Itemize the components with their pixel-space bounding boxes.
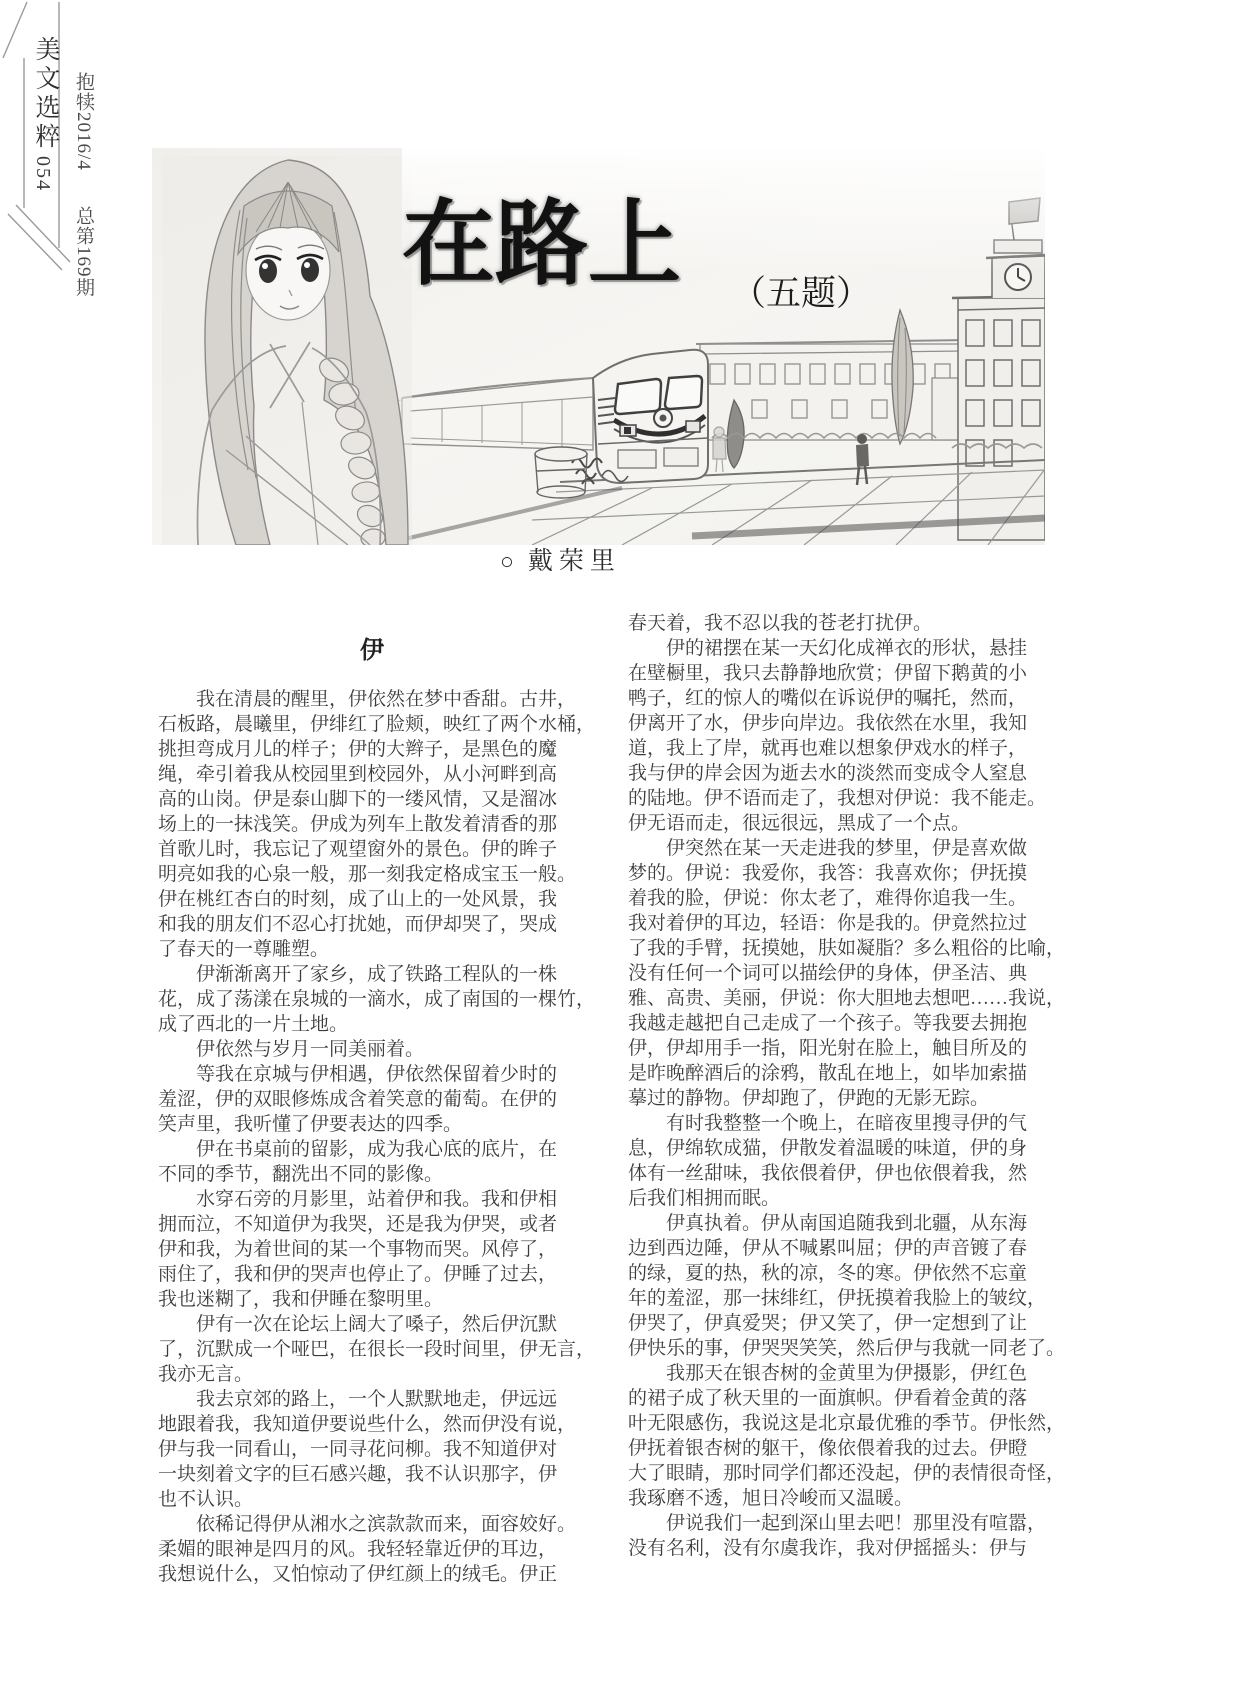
text-line: 我也迷糊了，我和伊睡在黎明里。 [158, 1289, 444, 1310]
left-text-column [158, 687, 596, 1587]
text-line: 春天着，我不忍以我的苍老打扰伊。 [628, 613, 933, 634]
text-line: 场上的一抹浅笑。伊成为列车上散发着清香的那 [158, 814, 558, 835]
text-line: 伊真执着。伊从南国追随我到北疆，从东海 [628, 1213, 1028, 1234]
text-line: 等我在京城与伊相遇，伊依然保留着少时的 [158, 1064, 558, 1085]
edition-label: 美文选粹 [32, 36, 59, 152]
text-line: 水穿石旁的月影里，站着伊和我。我和伊相 [158, 1189, 558, 1210]
text-line: 伊渐渐离开了家乡，成了铁路工程队的一株 [158, 964, 558, 985]
page-number: 054 [32, 156, 54, 192]
author-marker-icon: ○ [500, 549, 514, 574]
text-line: 雨住了，我和伊的哭声也停止了。伊睡了过去， [158, 1264, 558, 1285]
text-line: 摹过的静物。伊却跑了，伊跑的无影无踪。 [628, 1088, 990, 1109]
issue-number: 总第169期 [73, 206, 94, 298]
text-line: 伊和我，为着世间的某一个事物而哭。风停了， [158, 1239, 558, 1260]
text-line: 伊的裙摆在某一天幻化成禅衣的形状，悬挂 [628, 638, 1028, 659]
text-line: 依稀记得伊从湘水之滨款款而来，面容姣好。 [158, 1514, 577, 1535]
text-line: 也不认识。 [158, 1489, 254, 1510]
text-line: 伊抚着银杏树的躯干，像依偎着我的过去。伊瞪 [628, 1438, 1028, 1459]
text-line: 鸭子，红的惊人的嘴似在诉说伊的嘱托，然而， [628, 688, 1028, 709]
text-line: 我想说什么，又怕惊动了伊红颜上的绒毛。伊正 [158, 1564, 558, 1585]
text-line: 有时我整整一个晚上，在暗夜里搜寻伊的气 [628, 1113, 1028, 1134]
text-line: 伊在书桌前的留影，成为我心底的底片，在 [158, 1139, 558, 1160]
text-line: 不同的季节，翻洗出不同的影像。 [158, 1164, 444, 1185]
text-line: 我亦无言。 [158, 1364, 254, 1385]
text-line: 着我的脸，伊说：你太老了，难得你追我一生。 [628, 888, 1028, 909]
text-line: 雅、高贵、美丽，伊说：你大胆地去想吧……我说， [628, 988, 1066, 1009]
text-line: 息，伊绵软成猫，伊散发着温暖的味道，伊的身 [628, 1138, 1028, 1159]
text-line: 了春天的一尊雕塑。 [158, 939, 330, 960]
text-line: 大了眼睛，那时同学们都还没起，伊的表情很奇怪， [628, 1463, 1066, 1484]
section-title: 伊 [360, 638, 386, 664]
text-line: 我对着伊的耳边，轻语：你是我的。伊竟然拉过 [628, 913, 1028, 934]
author-line [500, 541, 621, 577]
text-line: 伊有一次在论坛上阔大了嗓子，然后伊沉默 [158, 1314, 558, 1335]
text-line: 没有名利，没有尔虞我诈，我对伊摇摇头：伊与 [628, 1538, 1028, 1559]
text-line: 年的羞涩，那一抹绯红，伊抚摸着我脸上的皱纹， [628, 1288, 1047, 1309]
text-line: 伊无语而走，很远很远，黑成了一个点。 [628, 813, 971, 834]
article-subtitle: （五题） [731, 274, 872, 314]
text-line: 绳，牵引着我从校园里到校园外，从小河畔到高 [158, 764, 558, 785]
text-line: 伊在桃红杏白的时刻，成了山上的一处风景，我 [158, 889, 558, 910]
text-line: 花，成了荡漾在泉城的一滴水，成了南国的一棵竹， [158, 989, 596, 1010]
text-line: 伊与我一同看山，一同寻花问柳。我不知道伊对 [158, 1439, 558, 1460]
text-line: 了，沉默成一个哑巴，在很长一段时间里，伊无言， [158, 1339, 596, 1360]
text-line: 明亮如我的心泉一般，那一刻我定格成宝玉一般。 [158, 864, 577, 885]
text-line: 是昨晚醉酒后的涂鸦，散乱在地上，如毕加索描 [628, 1063, 1028, 1084]
text-line: 笑声里，我听懂了伊要表达的四季。 [158, 1114, 463, 1135]
text-line: 的陆地。伊不语而走了，我想对伊说：我不能走。 [628, 788, 1047, 809]
text-line: 首歌儿时，我忘记了观望窗外的景色。伊的眸子 [158, 839, 558, 860]
text-line: 的绿，夏的热，秋的凉，冬的寒。伊依然不忘童 [628, 1263, 1028, 1284]
girl-sketch [162, 156, 412, 545]
text-line: 没有任何一个词可以描绘伊的身体，伊圣洁、典 [628, 963, 1028, 984]
text-line: 我与伊的岸会因为逝去水的淡然而变成令人窒息 [628, 763, 1028, 784]
text-line: 的裙子成了秋天里的一面旗帜。伊看着金黄的落 [628, 1388, 1028, 1409]
text-line: 道，我上了岸，就再也难以想象伊戏水的样子， [628, 738, 1028, 759]
text-line: 我去京郊的路上，一个人默默地走，伊远远 [158, 1389, 558, 1410]
text-line: 挑担弯成月儿的样子；伊的大辫子，是黑色的魔 [158, 739, 558, 760]
text-line: 后我们相拥而眠。 [628, 1188, 781, 1209]
article-title: 在路上 [402, 190, 681, 298]
text-line: 伊，伊却用手一指，阳光射在脸上，触目所及的 [628, 1038, 1028, 1059]
text-line: 梦的。伊说：我爱你，我答：我喜欢你；伊抚摸 [628, 863, 1028, 884]
text-line: 地跟着我，我知道伊要说些什么，然而伊没有说， [158, 1414, 577, 1435]
text-line: 我越走越把自己走成了一个孩子。等我要去拥抱 [628, 1013, 1028, 1034]
author-name: 戴荣里 [527, 548, 621, 575]
text-line: 成了西北的一片土地。 [158, 1014, 349, 1035]
text-line: 一块刻着文字的巨石感兴趣，我不认识那字，伊 [158, 1464, 558, 1485]
text-line: 石板路，晨曦里，伊绯红了脸颊，映红了两个水桶， [158, 714, 596, 735]
right-text-column [628, 611, 1066, 1561]
text-line: 羞涩，伊的双眼修炼成含着笑意的葡萄。在伊的 [158, 1089, 558, 1110]
text-line: 伊说我们一起到深山里去吧！那里没有喧嚣， [628, 1513, 1047, 1534]
text-line: 了我的手臂，抚摸她，肤如凝脂？多么粗俗的比喻， [628, 938, 1066, 959]
text-line: 伊离开了水，伊步向岸边。我依然在水里，我知 [628, 713, 1028, 734]
text-line: 我琢磨不透，旭日冷峻而又温暖。 [628, 1488, 914, 1509]
text-line: 柔媚的眼神是四月的风。我轻轻靠近伊的耳边， [158, 1539, 558, 1560]
issue-label: 抱犊2016/4 [73, 72, 94, 171]
text-line: 高的山岗。伊是泰山脚下的一缕风情，又是溜冰 [158, 789, 558, 810]
text-line: 边到西边陲，伊从不喊累叫屈；伊的声音镀了春 [628, 1238, 1028, 1259]
text-line: 伊突然在某一天走进我的梦里，伊是喜欢做 [628, 838, 1028, 859]
text-line: 在壁橱里，我只去静静地欣赏；伊留下鹅黄的小 [628, 663, 1028, 684]
text-line: 伊快乐的事，伊哭哭笑笑，然后伊与我就一同老了。 [628, 1338, 1066, 1359]
text-line: 我那天在银杏树的金黄里为伊摄影，伊红色 [628, 1363, 1028, 1384]
text-line: 拥而泣，不知道伊为我哭，还是我为伊哭，或者 [158, 1214, 558, 1235]
text-line: 伊哭了，伊真爱哭；伊又笑了，伊一定想到了让 [628, 1313, 1028, 1334]
text-line: 和我的朋友们不忍心打扰她，而伊却哭了，哭成 [158, 914, 558, 935]
text-line: 伊依然与岁月一同美丽着。 [158, 1039, 425, 1060]
text-line: 我在清晨的醒里，伊依然在梦中香甜。古井， [158, 689, 577, 710]
text-line: 叶无限感伤，我说这是北京最优雅的季节。伊怅然， [628, 1413, 1066, 1434]
text-line: 体有一丝甜味，我依偎着伊，伊也依偎着我，然 [628, 1163, 1028, 1184]
